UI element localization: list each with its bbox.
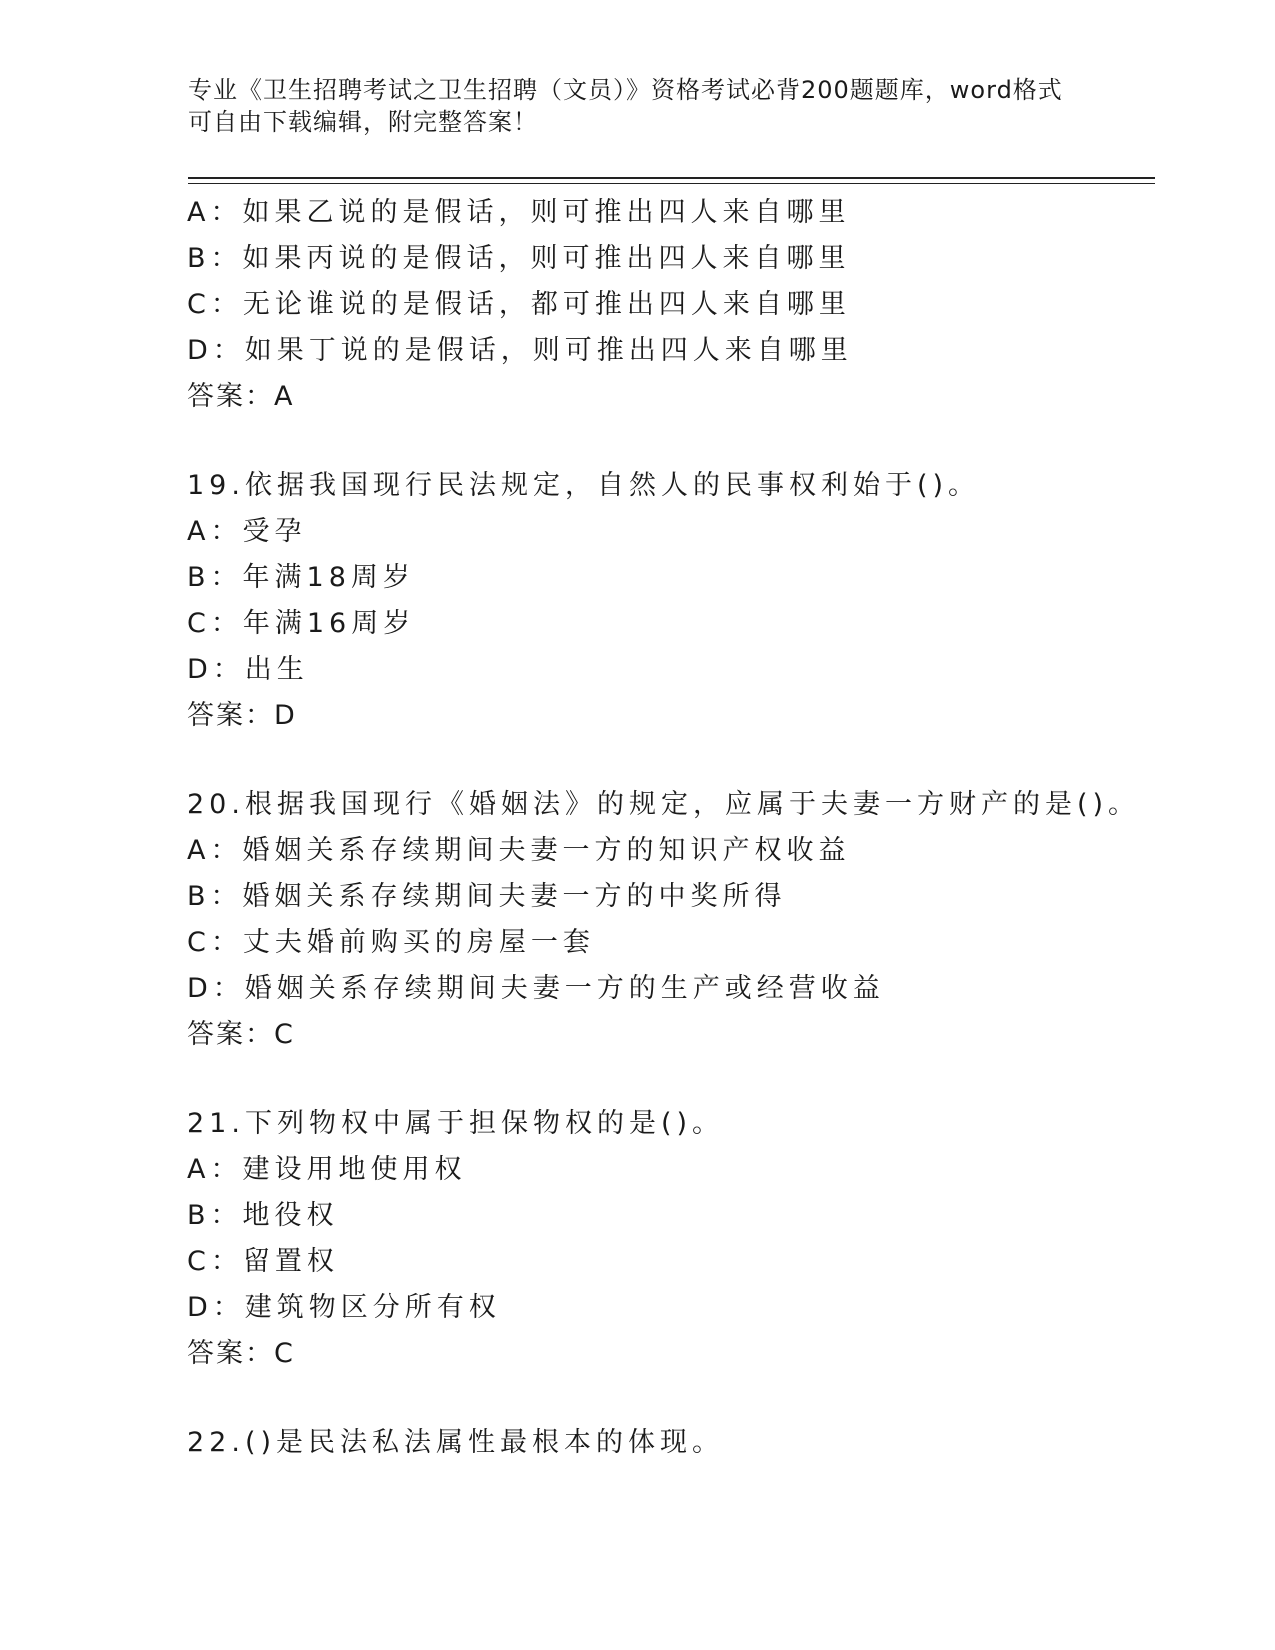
question-block-20 bbox=[187, 782, 1147, 1058]
answer-line: 答案：C bbox=[187, 1019, 295, 1050]
option-d: D：出生 bbox=[187, 654, 309, 685]
option-a: A：婚姻关系存续期间夫妻一方的知识产权收益 bbox=[187, 835, 851, 866]
question-block-22 bbox=[187, 1420, 1147, 1466]
option-b: B：婚姻关系存续期间夫妻一方的中奖所得 bbox=[187, 881, 787, 912]
question-text: 19.依据我国现行民法规定，自然人的民事权利始于()。 bbox=[187, 470, 981, 501]
option-c: C：年满16周岁 bbox=[187, 608, 416, 639]
option-c: C：留置权 bbox=[187, 1246, 339, 1277]
header-title-line-1: 专业《卫生招聘考试之卫生招聘（文员）》资格考试必背200题题库，word格式 bbox=[188, 76, 1063, 104]
option-d: D：婚姻关系存续期间夫妻一方的生产或经营收益 bbox=[187, 973, 885, 1004]
header-divider-thin bbox=[188, 183, 1155, 184]
option-c: C：无论谁说的是假话，都可推出四人来自哪里 bbox=[187, 289, 851, 320]
option-a: A：如果乙说的是假话，则可推出四人来自哪里 bbox=[187, 197, 851, 228]
option-a: A：受孕 bbox=[187, 516, 307, 547]
option-a: A：建设用地使用权 bbox=[187, 1154, 467, 1185]
question-text: 22.()是民法私法属性最根本的体现。 bbox=[187, 1427, 725, 1458]
document-header bbox=[188, 74, 1068, 138]
option-d: D：建筑物区分所有权 bbox=[187, 1292, 501, 1323]
option-b: B：地役权 bbox=[187, 1200, 339, 1231]
question-block-21 bbox=[187, 1101, 1147, 1377]
header-title-line-2: 可自由下载编辑，附完整答案！ bbox=[188, 108, 538, 136]
question-text: 20.根据我国现行《婚姻法》的规定，应属于夫妻一方财产的是()。 bbox=[187, 789, 1141, 820]
answer-line: 答案：A bbox=[187, 381, 295, 412]
question-block-18 bbox=[187, 190, 1147, 420]
option-b: B：如果丙说的是假话，则可推出四人来自哪里 bbox=[187, 243, 851, 274]
option-b: B：年满18周岁 bbox=[187, 562, 415, 593]
question-list bbox=[187, 190, 1147, 1509]
answer-line: 答案：C bbox=[187, 1338, 295, 1369]
header-divider-thick bbox=[188, 177, 1155, 179]
answer-line: 答案：D bbox=[187, 700, 297, 731]
option-d: D：如果丁说的是假话，则可推出四人来自哪里 bbox=[187, 335, 853, 366]
question-block-19 bbox=[187, 463, 1147, 739]
question-text: 21.下列物权中属于担保物权的是()。 bbox=[187, 1108, 725, 1139]
option-c: C：丈夫婚前购买的房屋一套 bbox=[187, 927, 595, 958]
